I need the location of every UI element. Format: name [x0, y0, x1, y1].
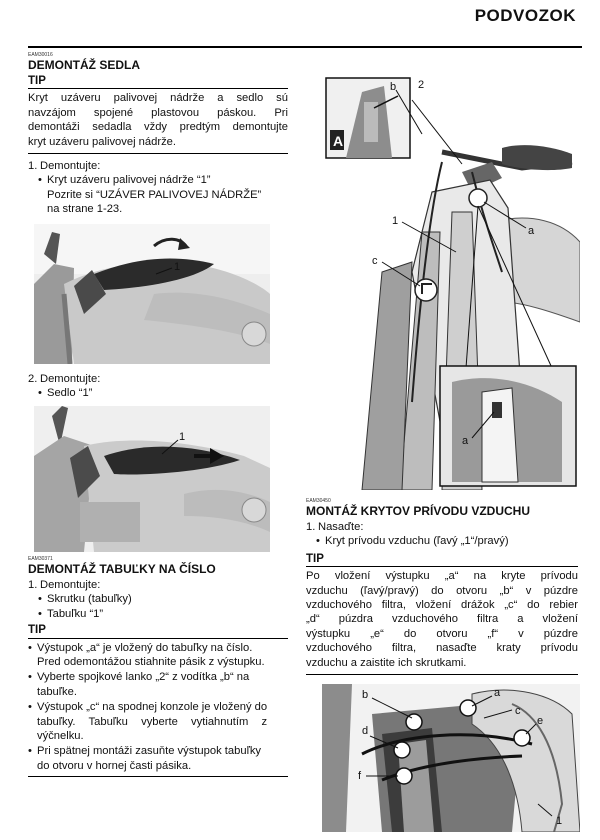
step-text: Demontujte: [40, 579, 101, 591]
section-code: EAM30016 [28, 52, 53, 58]
tip-bullet [28, 700, 288, 743]
tip-line: navzájom spojené plastovou páskou. Pri [28, 106, 288, 119]
section-code: EAM30371 [28, 556, 53, 562]
tip-line: tabuľke. [37, 685, 77, 698]
bullet-icon: • [38, 607, 42, 620]
step-number: 2. [28, 373, 38, 385]
section-title-number-plate-removal: DEMONTÁŽ TABUĽKY NA ČÍSLO [28, 562, 216, 576]
tip-line: Pri spätnej montáži zasuňte výstupok tabuľky [37, 745, 262, 758]
tip-line: do otvoru v hornej časti pásika. [37, 759, 192, 772]
left-column-section2 [28, 556, 288, 777]
tip-rule [28, 638, 288, 639]
bullet-icon: • [38, 387, 42, 400]
tip-line: „d“ púzdra vzduchového filtra a vložení [306, 613, 578, 626]
bullet-text: Sedlo “1” [47, 387, 93, 400]
step [28, 578, 288, 592]
bullet-icon: • [38, 593, 42, 606]
step-text: Nasaďte: [318, 521, 364, 533]
figure-air-intake-cover-drawing [322, 684, 580, 832]
bullet-text: Kryt uzáveru palivovej nádrže “1” [47, 174, 211, 187]
inset-label: A [333, 133, 344, 149]
step-number: 1. [28, 579, 38, 591]
callout-label: a [494, 687, 501, 699]
reference-text: Pozrite si “UZÁVER PALIVOVEJ NÁDRŽE” [47, 188, 262, 201]
tip-bullet [28, 641, 288, 670]
reference-text: na strane 1-23. [47, 203, 123, 216]
tip-end-rule [28, 153, 288, 154]
tip-label: TIP [306, 552, 324, 565]
step-number: 1. [28, 160, 38, 173]
tip-line: Výstupok „c“ na spodnej konzole je vložený do [37, 701, 268, 714]
tip-label: TIP [28, 75, 46, 87]
tip-line: Výstupok „a“ je vložený do tabuľky na číslo. [37, 641, 253, 654]
page-title: PODVOZOK [474, 6, 576, 25]
tip-line: vzduchu a zaistite ich skrutkami. [306, 656, 467, 669]
callout-label: b [362, 689, 369, 701]
figure-number-plate-drawing [322, 72, 580, 490]
tip-line: Po vložení výstupku „a“ na kryte prívodu [306, 570, 578, 583]
callout-label: f [358, 770, 362, 782]
bullet-text: Kryt prívodu vzduchu (ľavý „1“/pravý) [325, 535, 509, 548]
step [28, 372, 288, 386]
bullet-icon: • [28, 701, 32, 714]
bullet-item [28, 607, 288, 621]
callout-label: a [462, 435, 469, 447]
bullet-icon: • [28, 745, 32, 758]
bullet-item [306, 534, 578, 548]
callout-label: b [390, 81, 397, 93]
tip-line: vzduchového filtra, nasaďte kraty prívodu [306, 642, 578, 655]
step-text: Demontujte: [40, 373, 101, 385]
tip-rule [306, 566, 578, 567]
callout-label: 2 [418, 79, 425, 91]
callout-label: 1 [556, 815, 563, 827]
tip-line: demontáži sedadla vždy predtým demontujte [28, 121, 288, 134]
callout-label: a [528, 225, 535, 237]
callout-label: c [372, 255, 378, 267]
figure-seat-drawing [34, 406, 270, 552]
bullet-text: Skrutku (tabuľky) [47, 593, 132, 606]
header-rule [28, 46, 582, 48]
tip-line: Kryt uzáveru palivovej nádrže a sedlo sú [28, 92, 288, 105]
tip-line: výčnelku. [37, 730, 84, 743]
tip-bullet [28, 744, 288, 773]
bullet-item [28, 173, 288, 187]
step [28, 159, 288, 173]
bullet-icon: • [316, 535, 320, 548]
bullet-item [28, 386, 288, 400]
tip-line: tabuľky. Tabuľku vyberte vytiahnutím z [37, 715, 268, 728]
figure-fuel-cap-cover [34, 224, 270, 364]
bullet-icon: • [38, 174, 42, 187]
figure-number-plate [322, 72, 580, 490]
section-title-air-intake-install: MONTÁŽ KRYTOV PRÍVODU VZDUCHU [306, 504, 531, 518]
left-column-step2 [28, 372, 288, 401]
figure-seat [34, 406, 270, 552]
tip-line: vzduchového filtra, vložení drážok „c“ do rebier [306, 599, 578, 612]
tip-line: kryt uzáveru palivovej nádrže. [28, 135, 176, 148]
tip-bullet [28, 670, 288, 699]
callout-label: 1 [392, 215, 399, 227]
callout-label: c [515, 705, 521, 717]
bullet-text: Tabuľku “1” [47, 607, 104, 620]
section-title-seat-removal: DEMONTÁŽ SEDLA [28, 58, 140, 72]
left-column [28, 52, 288, 217]
tip-end-rule [28, 776, 288, 777]
callout-label: d [362, 725, 369, 737]
bullet-item [28, 592, 288, 606]
tip-line: výstupku „e“ do otvoru „f“ v púzdre [306, 627, 578, 640]
bullet-icon: • [28, 671, 32, 684]
step-number: 1. [306, 521, 316, 533]
tip-line: Vyberte spojkové lanko „2“ z vodítka „b“ na [37, 671, 250, 684]
tip-line: vzduchu (ľavý/pravý) do otvoru „b“ v púzdre [306, 584, 578, 597]
step [306, 520, 578, 534]
tip-label: TIP [28, 624, 46, 637]
callout-label: 1 [174, 261, 181, 273]
step-text: Demontujte: [40, 160, 101, 173]
tip-line: Pred odemontážou stiahnite pásik z výstupku. [37, 656, 265, 669]
callout-label: 1 [179, 431, 186, 443]
right-column-section3 [306, 498, 578, 675]
tip-rule [28, 88, 288, 89]
section-code: EAM30450 [306, 498, 331, 504]
tip-end-rule [306, 674, 578, 675]
figure-fuel-cap-cover-drawing [34, 224, 270, 364]
callout-label: e [537, 715, 544, 727]
figure-air-intake-cover [322, 684, 580, 832]
bullet-icon: • [28, 641, 32, 654]
